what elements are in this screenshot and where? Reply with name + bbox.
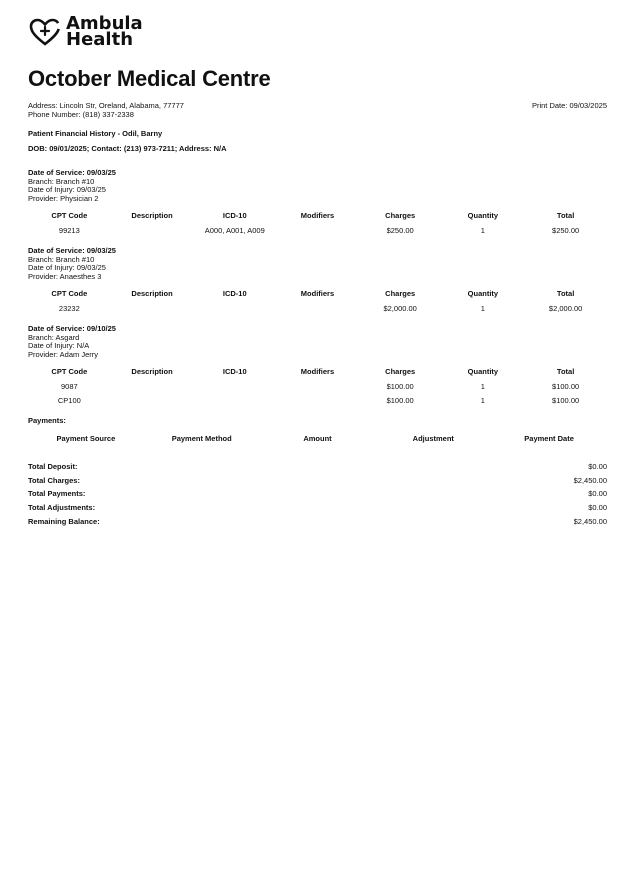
table-header-row: [28, 207, 607, 223]
service-injury-date: Date of Injury: 09/03/25: [28, 263, 106, 273]
total-value: $0.00: [588, 489, 607, 499]
clinic-phone: Phone Number: (818) 337-2338: [28, 109, 134, 119]
col-icd10: ICD-10: [222, 288, 247, 298]
cell-total: $100.00: [552, 381, 580, 391]
cell-charges: $100.00: [386, 381, 414, 391]
cell-modifiers: [276, 301, 359, 315]
cell-cpt: 99213: [58, 225, 80, 235]
cell-charges: $100.00: [386, 395, 414, 405]
brand-line-1: Ambula: [66, 13, 143, 34]
remaining-balance-row: [28, 514, 607, 528]
col-payment-method: Payment Method: [171, 433, 232, 443]
heart-plus-icon: [28, 17, 62, 47]
clinic-address-block: [28, 102, 184, 119]
cell-description: [111, 301, 194, 315]
cell-icd10: [193, 379, 276, 393]
total-payments-row: [28, 487, 607, 501]
col-cpt: CPT Code: [51, 288, 88, 298]
table-row: [28, 223, 607, 237]
col-quantity: Quantity: [467, 288, 499, 298]
total-value: $0.00: [588, 462, 607, 472]
table-header-row: [28, 285, 607, 301]
col-quantity: Quantity: [467, 366, 499, 376]
col-total: Total: [556, 288, 575, 298]
patient-history-title: Patient Financial History - Odil, Barny: [28, 129, 163, 138]
clinic-title: October Medical Centre: [28, 66, 271, 91]
cell-quantity: 1: [480, 381, 485, 391]
col-payment-source: Payment Source: [56, 433, 116, 443]
service-meta-2: [28, 247, 607, 281]
cell-description: [111, 379, 194, 393]
brand-line-2: Health: [66, 29, 134, 50]
cell-cpt: CP100: [57, 395, 81, 405]
col-icd10: ICD-10: [222, 366, 247, 376]
total-label: Total Payments:: [28, 489, 86, 499]
service-injury-date: Date of Injury: N/A: [28, 341, 90, 351]
cell-modifiers: [276, 379, 359, 393]
total-charges-row: [28, 474, 607, 488]
cell-charges: $2,000.00: [383, 303, 417, 313]
cell-total: $250.00: [552, 225, 580, 235]
col-quantity: Quantity: [467, 210, 499, 220]
cell-quantity: 1: [480, 395, 485, 405]
col-total: Total: [556, 210, 575, 220]
service-injury-date: Date of Injury: 09/03/25: [28, 185, 106, 195]
col-amount: Amount: [303, 433, 332, 443]
service-provider: Provider: Anaesthes 3: [28, 271, 102, 281]
payments-table: [28, 432, 607, 444]
col-charges: Charges: [385, 366, 416, 376]
print-date: Print Date: 09/03/2025: [531, 101, 607, 110]
table-header-row: [28, 432, 607, 444]
total-value: $2,450.00: [573, 475, 607, 485]
cell-charges: $250.00: [386, 225, 414, 235]
service-provider: Provider: Physician 2: [28, 193, 99, 203]
service-branch: Branch: Branch #10: [28, 176, 95, 186]
patient-dob-line: DOB: 09/01/2025; Contact: (213) 973-7211; Address: N/A: [28, 144, 227, 153]
cell-modifiers: [276, 393, 359, 407]
service-meta-3: [28, 325, 607, 359]
service-date: Date of Service: 09/03/25: [28, 168, 116, 177]
total-label: Remaining Balance:: [28, 516, 100, 526]
service-date: Date of Service: 09/10/25: [28, 324, 116, 333]
total-label: Total Adjustments:: [28, 503, 96, 513]
col-icd10: ICD-10: [222, 210, 247, 220]
service-table-3: [28, 363, 607, 407]
total-label: Total Deposit:: [28, 462, 78, 472]
col-total: Total: [556, 366, 575, 376]
cell-quantity: 1: [480, 225, 485, 235]
cell-icd10: A000, A001, A009: [204, 225, 265, 235]
table-row: [28, 393, 607, 407]
cell-description: [111, 223, 194, 237]
service-branch: Branch: Branch #10: [28, 254, 95, 264]
brand-name: [66, 13, 143, 50]
cell-cpt: 9087: [61, 381, 78, 391]
brand-logo: [28, 13, 143, 50]
total-value: $0.00: [588, 503, 607, 513]
cell-icd10: [193, 301, 276, 315]
service-meta-1: [28, 169, 607, 203]
table-row: [28, 301, 607, 315]
total-value: $2,450.00: [573, 516, 607, 526]
total-deposit-row: [28, 460, 607, 474]
col-adjustment: Adjustment: [412, 433, 454, 443]
col-description: Description: [131, 288, 173, 298]
cell-icd10: [193, 393, 276, 407]
col-modifiers: Modifiers: [300, 210, 335, 220]
col-modifiers: Modifiers: [300, 366, 335, 376]
col-charges: Charges: [385, 210, 416, 220]
col-payment-date: Payment Date: [524, 433, 574, 443]
clinic-address: Address: Lincoln Str, Oreland, Alabama, 77777: [28, 101, 184, 110]
payments-label: Payments:: [28, 416, 66, 425]
service-date: Date of Service: 09/03/25: [28, 246, 116, 255]
total-label: Total Charges:: [28, 475, 80, 485]
table-row: [28, 379, 607, 393]
cell-cpt: 23232: [58, 303, 80, 313]
col-description: Description: [131, 366, 173, 376]
table-header-row: [28, 363, 607, 379]
total-adjustments-row: [28, 501, 607, 515]
service-provider: Provider: Adam Jerry: [28, 349, 99, 359]
service-table-2: [28, 285, 607, 315]
col-charges: Charges: [385, 288, 416, 298]
col-cpt: CPT Code: [51, 366, 88, 376]
cell-modifiers: [276, 223, 359, 237]
cell-description: [111, 393, 194, 407]
col-cpt: CPT Code: [51, 210, 88, 220]
totals-section: [28, 460, 607, 528]
service-branch: Branch: Asgard: [28, 332, 80, 342]
cell-quantity: 1: [480, 303, 485, 313]
cell-total: $100.00: [552, 395, 580, 405]
col-modifiers: Modifiers: [300, 288, 335, 298]
col-description: Description: [131, 210, 173, 220]
service-table-1: [28, 207, 607, 237]
cell-total: $2,000.00: [548, 303, 583, 313]
